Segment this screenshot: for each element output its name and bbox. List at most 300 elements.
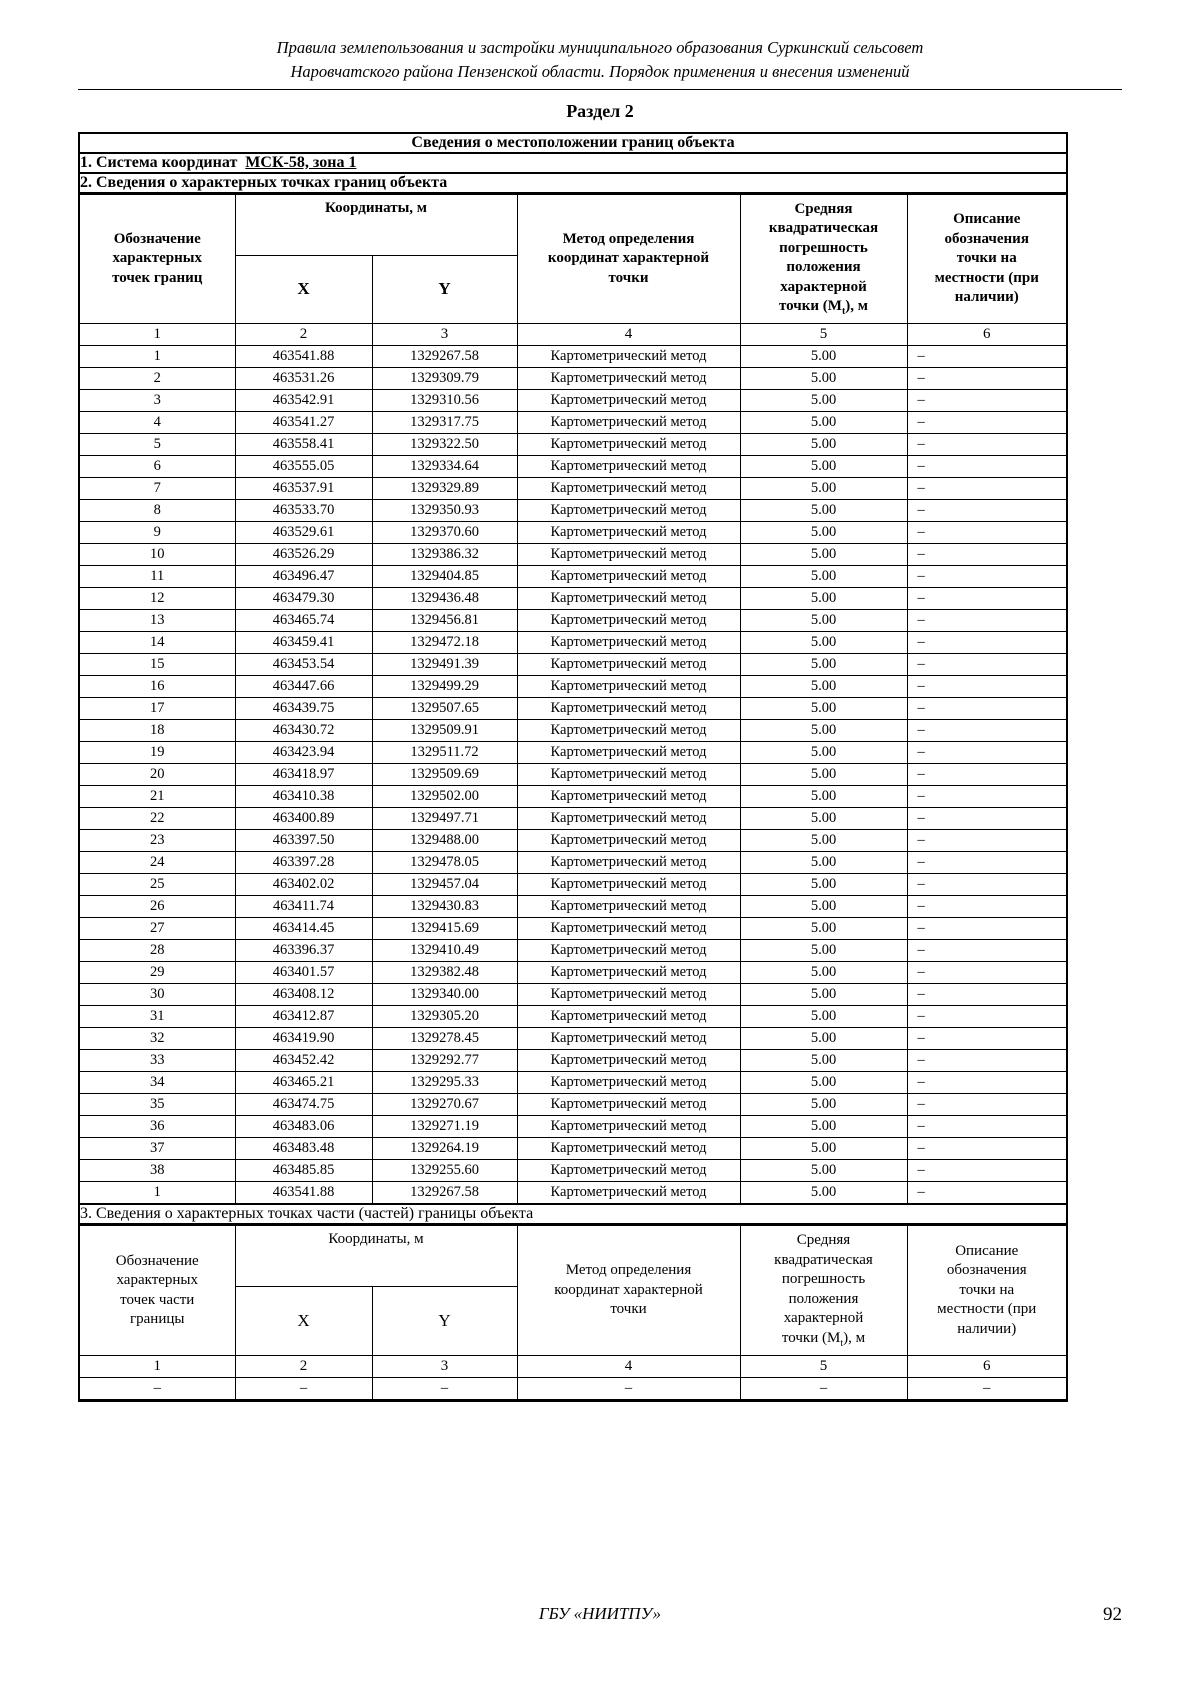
cell-x: 463526.29 xyxy=(235,544,372,566)
cell-description: – xyxy=(907,786,1066,808)
table-row xyxy=(80,830,1066,852)
footer-organization: ГБУ «НИИТПУ» xyxy=(538,1604,662,1623)
cell-error: 5.00 xyxy=(740,676,907,698)
table-row xyxy=(80,1160,1066,1182)
column-number-3: 3 xyxy=(372,324,517,346)
cell-point-number: 1 xyxy=(80,1182,235,1204)
cell-y: 1329370.60 xyxy=(372,522,517,544)
cell-y: 1329305.20 xyxy=(372,1006,517,1028)
table-row xyxy=(80,1028,1066,1050)
column-number-4: 4 xyxy=(517,324,740,346)
cell-description: – xyxy=(907,610,1066,632)
cell-point-number: 37 xyxy=(80,1138,235,1160)
coordinate-system-label: 1. Система координат xyxy=(80,153,238,171)
cell-point-number: 36 xyxy=(80,1116,235,1138)
cell-description: – xyxy=(907,830,1066,852)
cell-method: Картометрический метод xyxy=(517,1094,740,1116)
table-row xyxy=(80,786,1066,808)
cell-x: 463541.88 xyxy=(235,1182,372,1204)
part-column-number-4: 4 xyxy=(517,1355,740,1377)
cell-error: 5.00 xyxy=(740,500,907,522)
cell-error: 5.00 xyxy=(740,1094,907,1116)
part-header-coordinates: Координаты, м xyxy=(235,1226,517,1287)
header-row-top xyxy=(80,194,1066,255)
cell-method: Картометрический метод xyxy=(517,1006,740,1028)
cell-y: 1329457.04 xyxy=(372,874,517,896)
section2-table-row xyxy=(79,193,1067,1205)
cell-y: 1329404.85 xyxy=(372,566,517,588)
cell-y: 1329322.50 xyxy=(372,434,517,456)
cell-description: – xyxy=(907,764,1066,786)
cell-y: 1329317.75 xyxy=(372,412,517,434)
cell-point-number: 38 xyxy=(80,1160,235,1182)
column-number-6: 6 xyxy=(907,324,1066,346)
table-row xyxy=(80,346,1066,368)
cell-method: Картометрический метод xyxy=(517,720,740,742)
cell-error: 5.00 xyxy=(740,1028,907,1050)
cell-method: Картометрический метод xyxy=(517,1182,740,1204)
cell-description: – xyxy=(907,1116,1066,1138)
table-row xyxy=(80,742,1066,764)
cell-description: – xyxy=(907,1072,1066,1094)
part-cell-method: – xyxy=(517,1377,740,1399)
cell-point-number: 7 xyxy=(80,478,235,500)
table-row xyxy=(80,676,1066,698)
cell-description: – xyxy=(907,346,1066,368)
cell-point-number: 2 xyxy=(80,368,235,390)
cell-method: Картометрический метод xyxy=(517,456,740,478)
part-column-number-6: 6 xyxy=(907,1355,1066,1377)
cell-error: 5.00 xyxy=(740,984,907,1006)
part-column-number-3: 3 xyxy=(372,1355,517,1377)
cell-method: Картометрический метод xyxy=(517,896,740,918)
cell-description: – xyxy=(907,566,1066,588)
cell-description: – xyxy=(907,456,1066,478)
part-header-y: Y xyxy=(372,1287,517,1356)
cell-method: Картометрический метод xyxy=(517,676,740,698)
cell-y: 1329509.91 xyxy=(372,720,517,742)
table-row xyxy=(80,654,1066,676)
cell-point-number: 35 xyxy=(80,1094,235,1116)
cell-error: 5.00 xyxy=(740,874,907,896)
cell-error: 5.00 xyxy=(740,962,907,984)
table-row xyxy=(80,390,1066,412)
part-header-mean-square-error: Средняя квадратическая погрешность положения характерной точки $(M_t)$, м xyxy=(740,1226,907,1356)
cell-y: 1329436.48 xyxy=(372,588,517,610)
table-row xyxy=(80,478,1066,500)
header-method: Метод определения координат характерной точки xyxy=(517,194,740,324)
table-row xyxy=(80,544,1066,566)
table-row xyxy=(80,808,1066,830)
cell-error: 5.00 xyxy=(740,346,907,368)
cell-x: 463397.28 xyxy=(235,852,372,874)
cell-y: 1329478.05 xyxy=(372,852,517,874)
cell-description: – xyxy=(907,632,1066,654)
header-description: Описание обозначения точки на местности (при наличии) xyxy=(907,194,1066,324)
cell-error: 5.00 xyxy=(740,1050,907,1072)
cell-error: 5.00 xyxy=(740,390,907,412)
table-row xyxy=(80,720,1066,742)
cell-x: 463465.74 xyxy=(235,610,372,632)
cell-x: 463483.48 xyxy=(235,1138,372,1160)
part-header-error-mt: точки $(M_t)$, м xyxy=(781,1329,866,1349)
running-head-line-2: Наровчатского района Пензенской области. Порядок применения и внесения изменений xyxy=(290,61,910,81)
cell-y: 1329507.65 xyxy=(372,698,517,720)
page-number: 92 xyxy=(1103,1604,1122,1625)
cell-method: Картометрический метод xyxy=(517,368,740,390)
boundary-points-body xyxy=(80,346,1066,1204)
cell-point-number: 17 xyxy=(80,698,235,720)
cell-method: Картометрический метод xyxy=(517,808,740,830)
cell-method: Картометрический метод xyxy=(517,962,740,984)
cell-y: 1329456.81 xyxy=(372,610,517,632)
cell-description: – xyxy=(907,742,1066,764)
cell-error: 5.00 xyxy=(740,412,907,434)
cell-point-number: 19 xyxy=(80,742,235,764)
cell-description: – xyxy=(907,368,1066,390)
header-point-designation: Обозначение характерных точек границ xyxy=(80,194,235,324)
table-row xyxy=(80,940,1066,962)
cell-error: 5.00 xyxy=(740,478,907,500)
cell-error: 5.00 xyxy=(740,698,907,720)
cell-method: Картометрический метод xyxy=(517,610,740,632)
cell-error: 5.00 xyxy=(740,632,907,654)
cell-x: 463485.85 xyxy=(235,1160,372,1182)
cell-x: 463418.97 xyxy=(235,764,372,786)
table-row xyxy=(80,896,1066,918)
cell-point-number: 12 xyxy=(80,588,235,610)
header-error-mt: точки $(M_t)$, м xyxy=(779,298,868,318)
cell-x: 463396.37 xyxy=(235,940,372,962)
table-row xyxy=(80,1006,1066,1028)
cell-point-number: 28 xyxy=(80,940,235,962)
table-row xyxy=(80,434,1066,456)
cell-x: 463531.26 xyxy=(235,368,372,390)
table-row xyxy=(80,1138,1066,1160)
cell-method: Картометрический метод xyxy=(517,544,740,566)
table-row xyxy=(80,566,1066,588)
column-number-5: 5 xyxy=(740,324,907,346)
section3-title-cell: 3. Сведения о характерных точках части (частей) границы объекта xyxy=(79,1205,1067,1225)
cell-point-number: 21 xyxy=(80,786,235,808)
part-header-point-designation: Обозначение характерных точек части границы xyxy=(80,1226,235,1356)
cell-error: 5.00 xyxy=(740,566,907,588)
column-number-2: 2 xyxy=(235,324,372,346)
table-row xyxy=(80,588,1066,610)
cell-x: 463541.27 xyxy=(235,412,372,434)
section2-title-row xyxy=(79,173,1067,193)
table-row xyxy=(80,456,1066,478)
cell-y: 1329264.19 xyxy=(372,1138,517,1160)
cell-y: 1329382.48 xyxy=(372,962,517,984)
cell-point-number: 26 xyxy=(80,896,235,918)
section2-title-cell: 2. Сведения о характерных точках границ объекта xyxy=(79,173,1067,193)
cell-point-number: 34 xyxy=(80,1072,235,1094)
header-y: Y xyxy=(372,255,517,324)
cell-y: 1329292.77 xyxy=(372,1050,517,1072)
cell-description: – xyxy=(907,1182,1066,1204)
cell-point-number: 31 xyxy=(80,1006,235,1028)
cell-method: Картометрический метод xyxy=(517,522,740,544)
cell-error: 5.00 xyxy=(740,588,907,610)
cell-x: 463529.61 xyxy=(235,522,372,544)
cell-error: 5.00 xyxy=(740,742,907,764)
cell-x: 463410.38 xyxy=(235,786,372,808)
cell-method: Картометрический метод xyxy=(517,786,740,808)
table-row xyxy=(80,852,1066,874)
cell-error: 5.00 xyxy=(740,918,907,940)
cell-point-number: 23 xyxy=(80,830,235,852)
cell-description: – xyxy=(907,984,1066,1006)
cell-error: 5.00 xyxy=(740,1138,907,1160)
cell-point-number: 3 xyxy=(80,390,235,412)
header-divider xyxy=(78,89,1122,90)
table-row xyxy=(80,1072,1066,1094)
cell-x: 463453.54 xyxy=(235,654,372,676)
cell-y: 1329270.67 xyxy=(372,1094,517,1116)
cell-method: Картометрический метод xyxy=(517,390,740,412)
cell-y: 1329255.60 xyxy=(372,1160,517,1182)
cell-point-number: 11 xyxy=(80,566,235,588)
cell-point-number: 33 xyxy=(80,1050,235,1072)
cell-error: 5.00 xyxy=(740,522,907,544)
cell-x: 463401.57 xyxy=(235,962,372,984)
cell-method: Картометрический метод xyxy=(517,346,740,368)
cell-point-number: 8 xyxy=(80,500,235,522)
cell-description: – xyxy=(907,544,1066,566)
cell-y: 1329511.72 xyxy=(372,742,517,764)
cell-y: 1329334.64 xyxy=(372,456,517,478)
cell-point-number: 22 xyxy=(80,808,235,830)
cell-description: – xyxy=(907,1094,1066,1116)
cell-description: – xyxy=(907,654,1066,676)
cell-error: 5.00 xyxy=(740,1182,907,1204)
cell-method: Картометрический метод xyxy=(517,434,740,456)
cell-point-number: 29 xyxy=(80,962,235,984)
cell-method: Картометрический метод xyxy=(517,830,740,852)
cell-point-number: 24 xyxy=(80,852,235,874)
cell-description: – xyxy=(907,940,1066,962)
cell-method: Картометрический метод xyxy=(517,742,740,764)
cell-method: Картометрический метод xyxy=(517,1138,740,1160)
cell-x: 463447.66 xyxy=(235,676,372,698)
cell-point-number: 20 xyxy=(80,764,235,786)
cell-description: – xyxy=(907,390,1066,412)
table-row xyxy=(80,874,1066,896)
cell-x: 463423.94 xyxy=(235,742,372,764)
boundary-points-table xyxy=(80,194,1066,1205)
cell-method: Картометрический метод xyxy=(517,654,740,676)
cell-error: 5.00 xyxy=(740,368,907,390)
cell-error: 5.00 xyxy=(740,1006,907,1028)
cell-point-number: 13 xyxy=(80,610,235,632)
cell-x: 463411.74 xyxy=(235,896,372,918)
cell-method: Картометрический метод xyxy=(517,984,740,1006)
cell-method: Картометрический метод xyxy=(517,852,740,874)
part-header-description: Описание обозначения точки на местности (при наличии) xyxy=(907,1226,1066,1356)
cell-point-number: 25 xyxy=(80,874,235,896)
part-header-row-top xyxy=(80,1226,1066,1287)
cell-method: Картометрический метод xyxy=(517,412,740,434)
cell-x: 463474.75 xyxy=(235,1094,372,1116)
header-mean-square-error: Средняя квадратическая погрешность положения характерной точки $(M_t)$, м xyxy=(740,194,907,324)
coordinate-system-value: МСК-58, зона 1 xyxy=(245,153,357,171)
cell-point-number: 18 xyxy=(80,720,235,742)
table-row xyxy=(80,610,1066,632)
cell-error: 5.00 xyxy=(740,654,907,676)
cell-error: 5.00 xyxy=(740,1160,907,1182)
cell-x: 463412.87 xyxy=(235,1006,372,1028)
cell-error: 5.00 xyxy=(740,852,907,874)
cell-y: 1329350.93 xyxy=(372,500,517,522)
banner-cell: Сведения о местоположении границ объекта xyxy=(79,133,1067,153)
cell-x: 463496.47 xyxy=(235,566,372,588)
cell-x: 463439.75 xyxy=(235,698,372,720)
cell-description: – xyxy=(907,896,1066,918)
cell-x: 463414.45 xyxy=(235,918,372,940)
cell-x: 463408.12 xyxy=(235,984,372,1006)
cell-x: 463483.06 xyxy=(235,1116,372,1138)
cell-y: 1329472.18 xyxy=(372,632,517,654)
cell-method: Картометрический метод xyxy=(517,874,740,896)
cell-y: 1329509.69 xyxy=(372,764,517,786)
cell-error: 5.00 xyxy=(740,896,907,918)
cell-error: 5.00 xyxy=(740,808,907,830)
page-footer xyxy=(78,1604,1122,1630)
cell-method: Картометрический метод xyxy=(517,764,740,786)
cell-y: 1329340.00 xyxy=(372,984,517,1006)
cell-y: 1329499.29 xyxy=(372,676,517,698)
cell-description: – xyxy=(907,478,1066,500)
cell-y: 1329386.32 xyxy=(372,544,517,566)
cell-y: 1329497.71 xyxy=(372,808,517,830)
cell-description: – xyxy=(907,720,1066,742)
cell-x: 463459.41 xyxy=(235,632,372,654)
cell-description: – xyxy=(907,808,1066,830)
cell-x: 463452.42 xyxy=(235,1050,372,1072)
cell-x: 463533.70 xyxy=(235,500,372,522)
cell-description: – xyxy=(907,1138,1066,1160)
cell-y: 1329310.56 xyxy=(372,390,517,412)
cell-error: 5.00 xyxy=(740,764,907,786)
cell-method: Картометрический метод xyxy=(517,1050,740,1072)
part-column-number-5: 5 xyxy=(740,1355,907,1377)
cell-error: 5.00 xyxy=(740,720,907,742)
cell-description: – xyxy=(907,588,1066,610)
cell-x: 463400.89 xyxy=(235,808,372,830)
part-cell-error: – xyxy=(740,1377,907,1399)
table-row xyxy=(80,1094,1066,1116)
cell-point-number: 27 xyxy=(80,918,235,940)
cell-x: 463555.05 xyxy=(235,456,372,478)
cell-method: Картометрический метод xyxy=(517,588,740,610)
cell-method: Картометрический метод xyxy=(517,566,740,588)
cell-description: – xyxy=(907,852,1066,874)
table-row xyxy=(80,764,1066,786)
cell-error: 5.00 xyxy=(740,544,907,566)
running-head xyxy=(78,36,1122,84)
header-coordinates: Координаты, м xyxy=(235,194,517,255)
running-head-line-1: Правила землепользования и застройки муниципального образования Суркинский сельсовет xyxy=(276,38,924,57)
cell-x: 463537.91 xyxy=(235,478,372,500)
part-column-number-1: 1 xyxy=(80,1355,235,1377)
part-table-row xyxy=(80,1377,1066,1399)
cell-description: – xyxy=(907,1028,1066,1050)
cell-description: – xyxy=(907,522,1066,544)
cell-method: Картометрический метод xyxy=(517,1160,740,1182)
part-column-number-2: 2 xyxy=(235,1355,372,1377)
table-row xyxy=(80,1182,1066,1204)
cell-y: 1329502.00 xyxy=(372,786,517,808)
cell-point-number: 14 xyxy=(80,632,235,654)
cell-description: – xyxy=(907,434,1066,456)
cell-description: – xyxy=(907,1050,1066,1072)
coordinate-system-row xyxy=(79,153,1067,173)
cell-point-number: 6 xyxy=(80,456,235,478)
cell-point-number: 9 xyxy=(80,522,235,544)
table-row xyxy=(80,918,1066,940)
cell-x: 463542.91 xyxy=(235,390,372,412)
part-cell-point-number: – xyxy=(80,1377,235,1399)
cell-method: Картометрический метод xyxy=(517,940,740,962)
cell-x: 463397.50 xyxy=(235,830,372,852)
cell-y: 1329415.69 xyxy=(372,918,517,940)
cell-y: 1329491.39 xyxy=(372,654,517,676)
cell-method: Картометрический метод xyxy=(517,1072,740,1094)
cell-y: 1329271.19 xyxy=(372,1116,517,1138)
table-row xyxy=(80,962,1066,984)
cell-y: 1329329.89 xyxy=(372,478,517,500)
cell-point-number: 30 xyxy=(80,984,235,1006)
part-cell-description: – xyxy=(907,1377,1066,1399)
cell-method: Картометрический метод xyxy=(517,500,740,522)
table-row xyxy=(80,522,1066,544)
cell-method: Картометрический метод xyxy=(517,1028,740,1050)
cell-point-number: 32 xyxy=(80,1028,235,1050)
cell-description: – xyxy=(907,1160,1066,1182)
table-row xyxy=(80,698,1066,720)
cell-x: 463430.72 xyxy=(235,720,372,742)
cell-error: 5.00 xyxy=(740,456,907,478)
cell-y: 1329267.58 xyxy=(372,346,517,368)
cell-x: 463419.90 xyxy=(235,1028,372,1050)
cell-x: 463465.21 xyxy=(235,1072,372,1094)
part-header-x: X xyxy=(235,1287,372,1356)
cell-error: 5.00 xyxy=(740,434,907,456)
part-boundary-points-table xyxy=(80,1225,1066,1400)
cell-method: Картометрический метод xyxy=(517,478,740,500)
header-x: X xyxy=(235,255,372,324)
cell-description: – xyxy=(907,676,1066,698)
part-cell-y: – xyxy=(372,1377,517,1399)
cell-y: 1329267.58 xyxy=(372,1182,517,1204)
cell-error: 5.00 xyxy=(740,786,907,808)
part-boundary-points-body xyxy=(80,1377,1066,1399)
table-row xyxy=(80,500,1066,522)
cell-error: 5.00 xyxy=(740,610,907,632)
cell-method: Картометрический метод xyxy=(517,698,740,720)
cell-point-number: 16 xyxy=(80,676,235,698)
cell-method: Картометрический метод xyxy=(517,918,740,940)
cell-point-number: 5 xyxy=(80,434,235,456)
cell-description: – xyxy=(907,698,1066,720)
column-number-1: 1 xyxy=(80,324,235,346)
table-row xyxy=(80,632,1066,654)
table-row xyxy=(80,1116,1066,1138)
cell-method: Картометрический метод xyxy=(517,632,740,654)
cell-x: 463541.88 xyxy=(235,346,372,368)
cell-y: 1329309.79 xyxy=(372,368,517,390)
